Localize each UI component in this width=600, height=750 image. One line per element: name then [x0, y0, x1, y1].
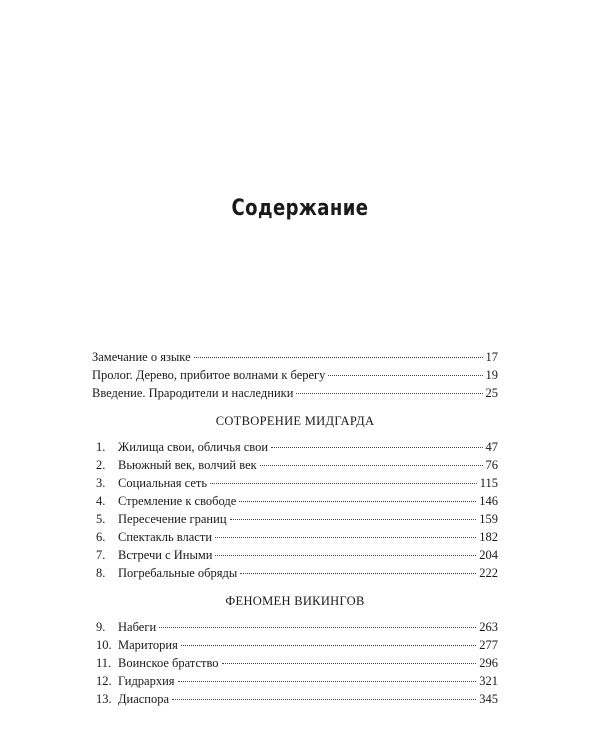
dot-leader [230, 519, 477, 520]
dot-leader [215, 555, 476, 556]
toc-chapter-12 [92, 672, 498, 690]
page-title: Содержание [231, 196, 369, 221]
toc-chapter-1 [92, 438, 498, 456]
chapter-number: 7. [96, 548, 106, 562]
toc-entry-label: Пересечение границ [118, 512, 227, 526]
toc-chapter-3 [92, 474, 498, 492]
dot-leader [181, 645, 476, 646]
toc-entry-page: 19 [485, 368, 498, 382]
dot-leader [271, 447, 482, 448]
toc-entry-page: 146 [479, 494, 498, 508]
toc-entry-label: Диаспора [118, 692, 170, 706]
chapter-number: 9. [96, 620, 106, 634]
dot-leader [222, 663, 477, 664]
chapter-number: 2. [96, 458, 106, 472]
dot-leader [328, 375, 482, 376]
dot-leader [296, 393, 482, 394]
toc-entry-page: 159 [479, 512, 498, 526]
toc-entry-page: 277 [479, 638, 498, 652]
toc-entry-page: 76 [485, 458, 498, 472]
dot-leader [215, 537, 476, 538]
toc-chapter-11 [92, 654, 498, 672]
toc-entry-label: Жилища свои, обличья свои [118, 440, 269, 454]
toc-entry-label: Спектакль власти [118, 530, 213, 544]
toc-entry-page: 204 [479, 548, 498, 562]
toc-entry-label: Пролог. Дерево, прибитое волнами к берегу [92, 368, 326, 382]
toc-entry-page: 17 [485, 350, 498, 364]
toc-entry-page: 47 [485, 440, 498, 454]
chapter-number: 5. [96, 512, 106, 526]
toc-entry-page: 345 [479, 692, 498, 706]
toc-entry-label: Вьюжный век, волчий век [118, 458, 257, 472]
toc-entry-label: Гидрархия [118, 674, 175, 688]
toc-chapter-7 [92, 546, 498, 564]
chapter-number: 11. [96, 656, 112, 670]
toc-chapter-8 [92, 564, 498, 582]
toc-entry-page: 182 [479, 530, 498, 544]
toc-entry-page: 115 [479, 476, 498, 490]
toc-entry-prologue [92, 366, 498, 384]
chapter-number: 8. [96, 566, 106, 580]
toc-entry-page: 296 [479, 656, 498, 670]
chapter-number: 13. [96, 692, 112, 706]
toc-chapter-13 [92, 690, 498, 708]
toc-entry-language-note [92, 348, 498, 366]
toc-chapter-9 [92, 618, 498, 636]
toc-entry-label: Маритория [118, 638, 178, 652]
dot-leader [240, 573, 476, 574]
toc-entry-label: Стремление к свободе [118, 494, 237, 508]
toc-entry-page: 222 [479, 566, 498, 580]
toc-chapter-6 [92, 528, 498, 546]
dot-leader [194, 357, 483, 358]
toc-chapter-10 [92, 636, 498, 654]
toc-entry-label: Погребальные обряды [118, 566, 238, 580]
part-title-midgard: СОТВОРЕНИЕ МИДГАРДА [215, 414, 375, 428]
toc-entry-introduction [92, 384, 498, 402]
dot-leader [239, 501, 476, 502]
toc-entry-label: Встречи с Иными [118, 548, 213, 562]
dot-leader [260, 465, 483, 466]
toc-entry-label: Замечание о языке [92, 350, 191, 364]
toc-entry-label: Набеги [118, 620, 157, 634]
toc-entry-label: Социальная сеть [118, 476, 208, 490]
toc-entry-page: 25 [485, 386, 498, 400]
chapter-number: 6. [96, 530, 106, 544]
toc-chapter-4 [92, 492, 498, 510]
chapter-number: 4. [96, 494, 106, 508]
toc-entry-label: Воинское братство [118, 656, 219, 670]
chapter-number: 1. [96, 440, 106, 454]
dot-leader [210, 483, 477, 484]
part-title-viking-phenomenon: ФЕНОМЕН ВИКИНГОВ [225, 594, 365, 608]
chapter-number: 3. [96, 476, 106, 490]
toc-entry-page: 321 [479, 674, 498, 688]
dot-leader [178, 681, 477, 682]
dot-leader [159, 627, 476, 628]
chapter-number: 12. [96, 674, 112, 688]
toc-entry-label: Введение. Прародители и наследники [92, 386, 294, 400]
toc-entry-page: 263 [479, 620, 498, 634]
chapter-number: 10. [96, 638, 112, 652]
dot-leader [172, 699, 476, 700]
toc-chapter-5 [92, 510, 498, 528]
table-of-contents [92, 348, 498, 708]
toc-chapter-2 [92, 456, 498, 474]
